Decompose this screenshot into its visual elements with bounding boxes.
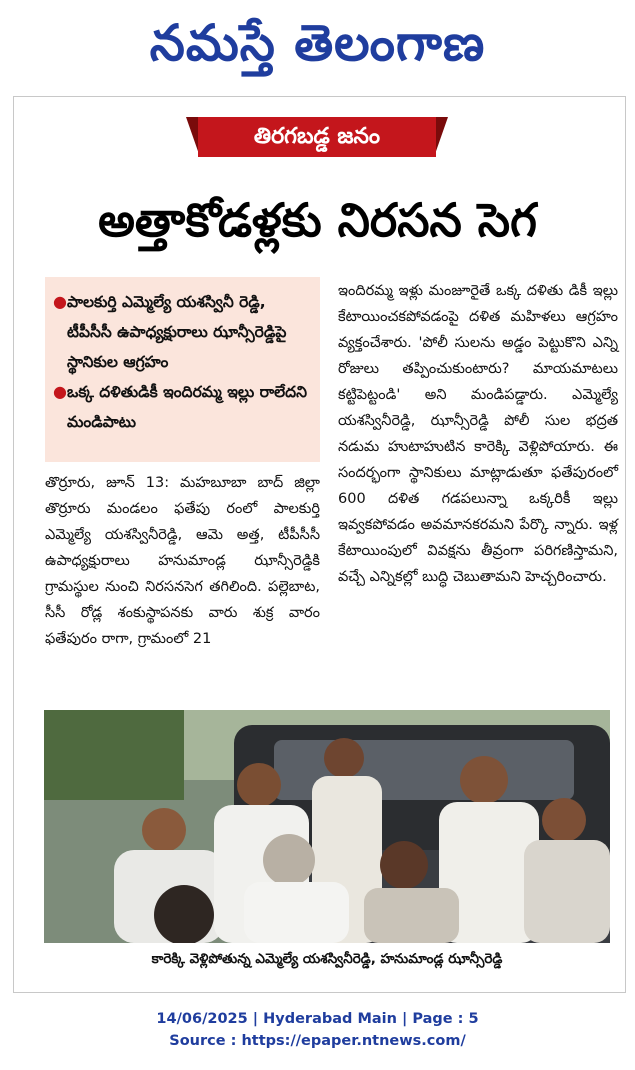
source-link[interactable]: Source : https://epaper.ntnews.com/ <box>169 1033 466 1049</box>
body-column-left: తొర్రూరు, జూన్ 13: మహబూబా బాద్ జిల్లా తొర్రూరు మండలం ఫతేపు రంలో పాలకుర్తి ఎమ్మెల్యే యశస్వినీరెడ్డి, ఆమె అత్త, టీపీసీసీ ఉపాధ్యక్షురాలు హనుమాండ్ల ఝాన్సీరెడ్డికి గ్రామస్థుల నుంచి నిరసనసెగ తగిలింది. పల్లెబాట, సీసీ రోడ్ల శంకుస్థాపనకు వారు శుక్ర వారం ఫతేపురం రాగా, గ్రామంలో 21 <box>45 475 320 647</box>
article-headline: అత్తాకోడళ్లకు నిరసన సెగ <box>98 193 537 247</box>
kicker-label: తిరగబడ్డ జనం <box>198 117 436 157</box>
news-photo <box>44 710 610 943</box>
newspaper-logo: నమస్తే తెలంగాణ <box>149 14 486 72</box>
edition-info: 14/06/2025 | Hyderabad Main | Page : 5 <box>156 1011 479 1027</box>
kicker-banner <box>186 117 448 157</box>
photo-illustration <box>44 710 610 943</box>
highlight-item <box>53 287 312 377</box>
bullet-icon: ● <box>53 292 67 311</box>
masthead <box>0 0 635 100</box>
highlight-item <box>53 377 312 437</box>
body-column-right: ఇందిరమ్మ ఇళ్లు మంజూరైతే ఒక్క దళితు డికీ ఇల్లు కేటాయించకపోవడంపై దళిత మహిళలు ఆగ్రహం వ్యక్తంచేశారు. 'పోలీ సులను అడ్డం పెట్టుకొని ఎన్ని రోజులు తప్పించుకుంటారు? మాయమాటలు కట్టిపెట్టండి' అని మండిపడ్డారు. ఎమ్మెల్యే యశస్వినీరెడ్డి, ఝాన్సీరెడ్డి పోలీ సుల భద్రత నడుమ హుటాహుటిన కారెక్కి వెళ్లిపోయారు. ఈ సందర్భంగా స్థానికులు మాట్లాడుతూ ఫతేపురంలో 600 దళిత గడపలున్నా ఒక్కరికీ ఇల్లు ఇవ్వకపోవడం అవమానకరమని పేర్కొ న్నారు. ఇళ్ల కేటాయింపులో వివక్షను తీవ్రంగా పరిగణిస్తామని, వచ్చే ఎన్నికల్లో బుద్ధి చెబుతామని హెచ్చరించారు. <box>338 283 618 585</box>
highlight-text: ఒక్క దళితుడికీ ఇందిరమ్మ ఇల్లు రాలేదని మండిపాటు <box>67 383 307 431</box>
bullet-icon: ● <box>53 382 67 401</box>
highlights-box <box>45 277 320 462</box>
page-footer <box>0 1008 635 1052</box>
highlight-text: పాలకుర్తి ఎమ్మెల్యే యశస్వినీ రెడ్డి, టీపీసీసీ ఉపాధ్యక్షురాలు ఝాన్సీరెడ్డిపై స్థానికుల ఆగ్రహం <box>67 293 287 371</box>
photo-caption: కారెక్కి వెళ్లిపోతున్న ఎమ్మెల్యే యశస్వినీరెడ్డి, హనుమాండ్ల ఝాన్సీరెడ్డి <box>151 951 503 967</box>
kicker-fold-right <box>434 117 448 157</box>
